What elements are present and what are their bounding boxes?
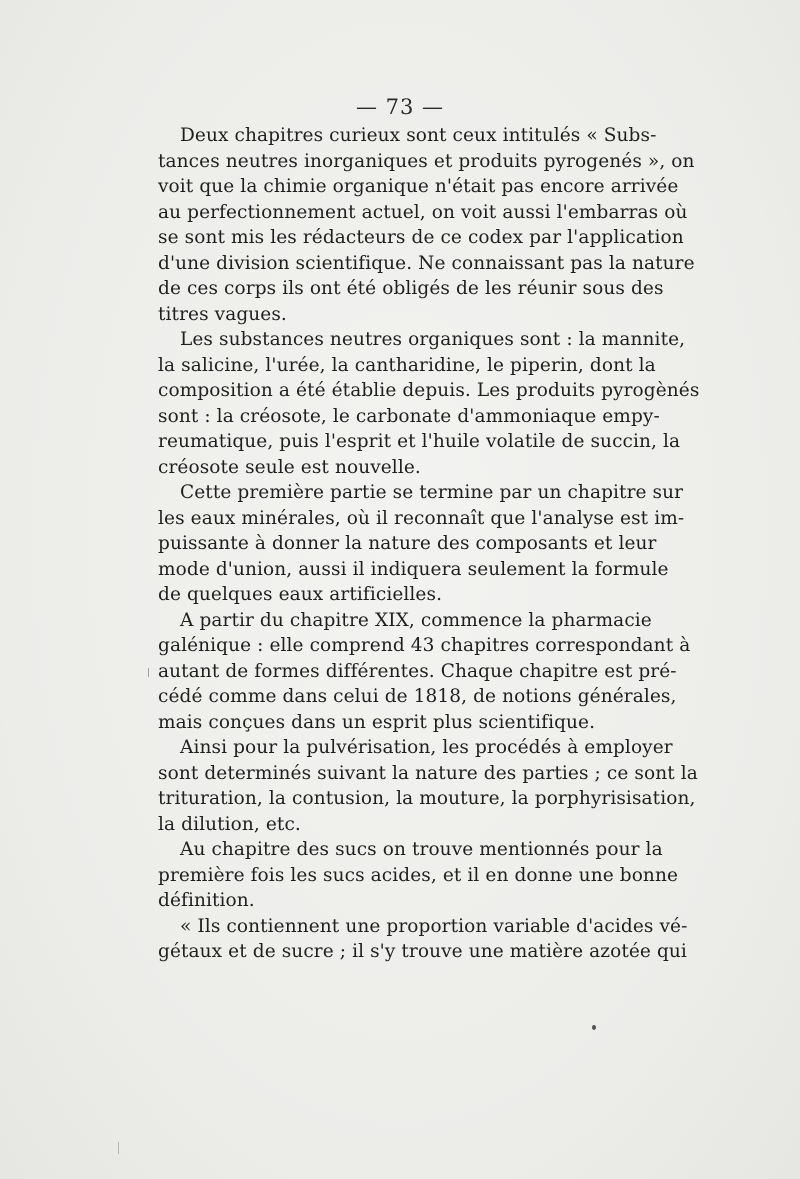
text-line: la salicine, l'urée, la cantharidine, le piperin, dont la bbox=[158, 354, 656, 376]
text-line: sont determinés suivant la nature des parties ; ce sont la bbox=[158, 762, 698, 784]
scan-speck bbox=[592, 1025, 596, 1030]
text-line: galénique : elle comprend 43 chapitres correspondant à bbox=[158, 635, 691, 656]
text-line: Au chapitre des sucs on trouve mentionnés pour la bbox=[180, 839, 663, 860]
text-line: titres vagues. bbox=[158, 303, 287, 325]
text-line: A partir du chapitre XIX, commence la pharmacie bbox=[180, 609, 652, 631]
text-line: au perfectionnement actuel, on voit aussi l'embarras où bbox=[158, 201, 688, 223]
text-line: les eaux minérales, où il reconnaît que l'analyse est im- bbox=[158, 507, 685, 529]
page-number: — 73 — bbox=[355, 95, 445, 119]
text-line: de ces corps ils ont été obligés de les réunir sous des bbox=[158, 278, 664, 299]
text-line: tances neutres inorganiques et produits pyrogenés », on bbox=[158, 150, 695, 172]
text-line: composition a été établie depuis. Les produits pyrogènés bbox=[158, 380, 700, 401]
text-line: se sont mis les rédacteurs de ce codex par l'application bbox=[158, 227, 684, 248]
text-line: la dilution, etc. bbox=[158, 813, 301, 835]
text-line: puissante à donner la nature des composants et leur bbox=[158, 533, 657, 554]
text-line: sont : la créosote, le carbonate d'ammoniaque empy- bbox=[158, 405, 660, 427]
text-line: autant de formes différentes. Chaque chapitre est pré- bbox=[158, 660, 677, 682]
text-line: gétaux et de sucre ; il s'y trouve une matière azotée qui bbox=[158, 941, 687, 962]
text-line: définition. bbox=[158, 890, 255, 911]
text-line: mode d'union, aussi il indiquera seulement la formule bbox=[158, 558, 669, 580]
text-line: Les substances neutres organiques sont : la mannite, bbox=[180, 329, 686, 350]
text-line: cédé comme dans celui de 1818, de notions générales, bbox=[158, 686, 677, 707]
scan-speck bbox=[148, 668, 149, 677]
body-text bbox=[158, 123, 700, 965]
text-line: mais conçues dans un esprit plus scientifique. bbox=[158, 711, 596, 733]
text-line: d'une division scientifique. Ne connaissant pas la nature bbox=[158, 252, 695, 274]
text-line: créosote seule est nouvelle. bbox=[158, 456, 421, 478]
text-line: Cette première partie se termine par un chapitre sur bbox=[180, 482, 684, 503]
text-line: reumatique, puis l'esprit et l'huile volatile de succin, la bbox=[158, 431, 681, 452]
text-line: « Ils contiennent une proportion variable d'acides vé- bbox=[180, 915, 688, 937]
text-line: Deux chapitres curieux sont ceux intitulés « Subs- bbox=[180, 125, 657, 146]
text-line: de quelques eaux artificielles. bbox=[158, 584, 443, 605]
text-line: trituration, la contusion, la mouture, la porphyrisisation, bbox=[158, 788, 696, 809]
text-line: voit que la chimie organique n'était pas encore arrivée bbox=[158, 176, 679, 197]
text-line: première fois les sucs acides, et il en donne une bonne bbox=[158, 864, 679, 886]
scan-speck bbox=[118, 1142, 119, 1154]
text-line: Ainsi pour la pulvérisation, les procédés à employer bbox=[180, 737, 673, 758]
